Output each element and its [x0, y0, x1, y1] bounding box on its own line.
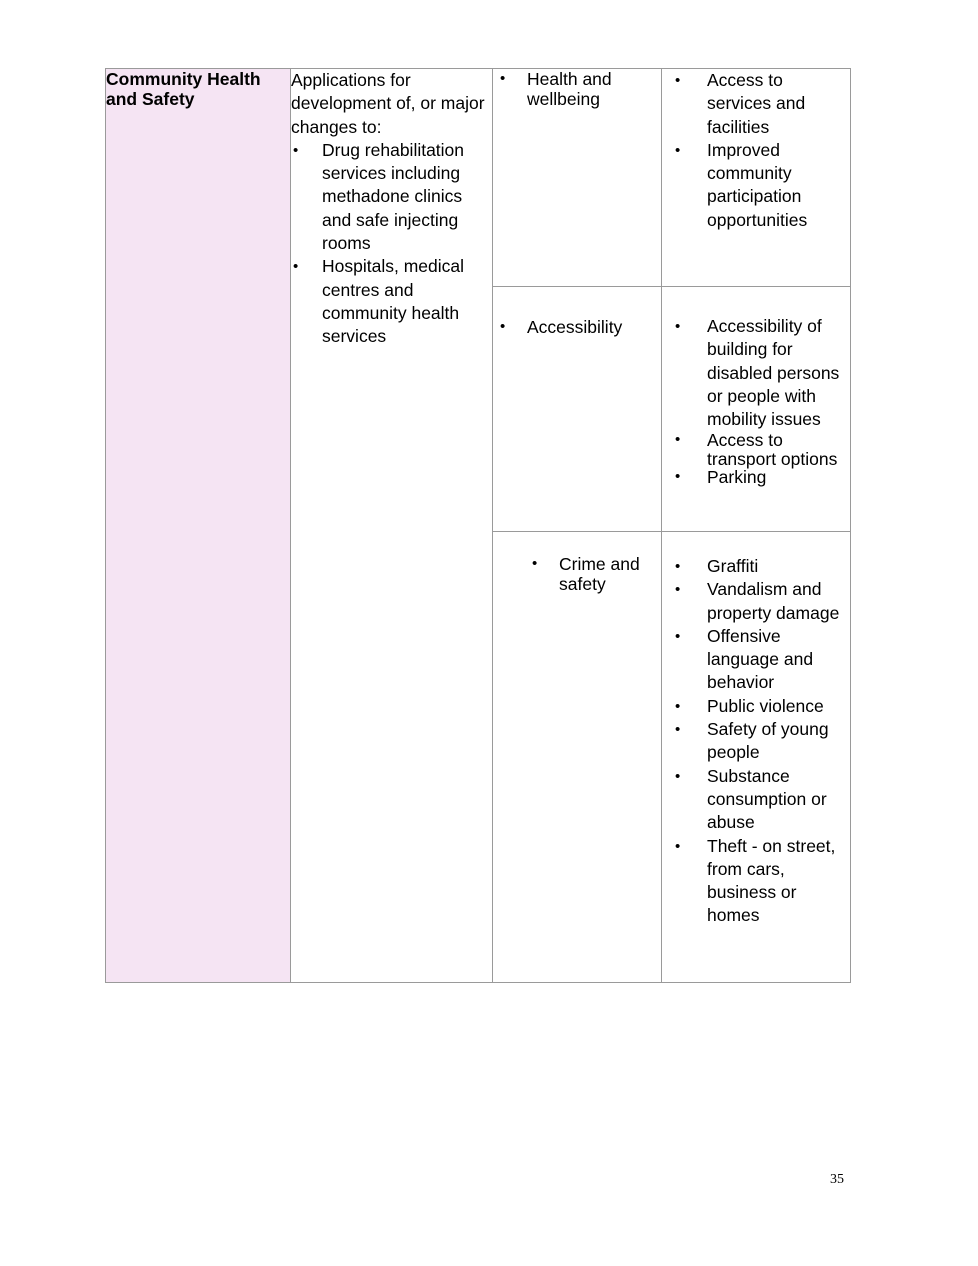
applications-cell [291, 69, 493, 983]
considerations-cell [662, 287, 851, 532]
consideration-item: • Safety of young people [707, 718, 842, 765]
consideration-item: • Access to transport options [707, 431, 842, 468]
issue-item: • Health and wellbeing [527, 69, 661, 109]
consideration-item: • Substance consumption or abuse [707, 765, 842, 835]
application-item: • Hospitals, medical centres and community health services [291, 255, 492, 348]
consideration-item: • Offensive language and behavior [707, 625, 842, 695]
issue-cell [493, 287, 662, 532]
consideration-item: • Graffiti [707, 555, 842, 578]
issue-cell [493, 532, 662, 983]
considerations-cell [662, 69, 851, 287]
assessment-table [105, 68, 851, 983]
consideration-item: • Vandalism and property damage [707, 578, 842, 625]
category-cell [106, 69, 291, 983]
page-number: 35 [830, 1172, 844, 1187]
consideration-item: • Parking [707, 468, 842, 487]
consideration-item: • Access to services and facilities [707, 69, 842, 139]
consideration-item: • Accessibility of building for disabled persons or people with mobility issues [707, 315, 842, 431]
considerations-cell [662, 532, 851, 983]
applications-list [291, 139, 492, 349]
issue-item: • Accessibility [527, 317, 661, 337]
issue-item: • Crime and safety [559, 554, 661, 594]
consideration-item: • Public violence [707, 695, 842, 718]
applications-intro: Applications for development of, or major changes to: [291, 70, 485, 137]
category-title: Community Health and Safety [106, 69, 261, 109]
application-item: • Drug rehabilitation services including methadone clinics and safe injecting rooms [291, 139, 492, 255]
consideration-item: • Improved community participation opportunities [707, 139, 842, 232]
consideration-item: • Theft - on street, from cars, business or homes [707, 835, 842, 928]
issue-cell [493, 69, 662, 287]
